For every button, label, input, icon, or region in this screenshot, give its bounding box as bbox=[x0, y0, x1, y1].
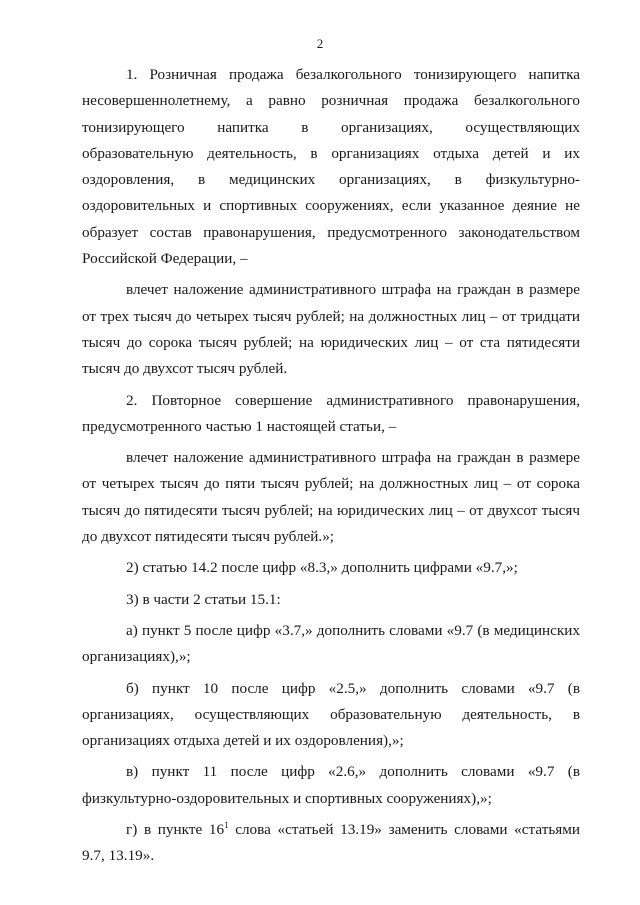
paragraph-subitem-v: в) пункт 11 после цифр «2.6,» дополнить словами «9.7 (в физкультурно-оздоровительных и спортивных сооружениях),»; bbox=[82, 763, 580, 807]
superscript-one: 1 bbox=[224, 820, 229, 831]
document-body bbox=[82, 62, 580, 870]
paragraph-part-2: 2. Повторное совершение административного правонарушения, предусмотренного частью 1 настоящей статьи, – bbox=[82, 391, 580, 435]
page-number: 2 bbox=[316, 36, 324, 51]
paragraph-penalty-1: влечет наложение административного штрафа на граждан в размере от трех тысяч до четырех тысяч рублей; на должностных лиц – от тридцати тысяч до сорока тысяч рублей; на юридических лиц – от ста пятидесяти тысяч до двухсот тысяч рублей. bbox=[82, 281, 580, 378]
paragraph-subitem-b: б) пункт 10 после цифр «2.5,» дополнить словами «9.7 (в организациях, осуществляющих образовательную деятельность, в организациях отдыха детей и их оздоровления),»; bbox=[82, 679, 580, 750]
paragraph-part-1: 1. Розничная продажа безалкогольного тонизирующего напитка несовершеннолетнему, а равно розничная продажа безалкогольного тонизирующего напитка в организациях, осуществляющих образовательную деятельность, в организациях отдыха детей и их оздоровления, в медицинских организациях, в физкультурно-оздоровительных и спортивных сооружениях, если указанное деяние не образует состав правонарушения, предусмотренного законодательством Российской Федерации, – bbox=[82, 66, 580, 268]
paragraph-penalty-2: влечет наложение административного штрафа на граждан в размере от четырех тысяч до пяти тысяч рублей; на должностных лиц – от сорока тысяч до пятидесяти тысяч рублей; на юридических лиц – от двухсот тысяч до двухсот пятидесяти тысяч рублей.»; bbox=[82, 449, 580, 546]
subitem-g-text-end: слова «статьей 13.19» заменить словами «статьями 9.7, 13.19». bbox=[82, 821, 580, 865]
paragraph-item-2: 2) статью 14.2 после цифр «8.3,» дополнить цифрами «9.7,»; bbox=[126, 559, 518, 577]
paragraph-subitem-g bbox=[82, 817, 580, 870]
paragraph-subitem-a: а) пункт 5 после цифр «3.7,» дополнить словами «9.7 (в медицинских организациях),»; bbox=[82, 621, 580, 666]
paragraph-item-3: 3) в части 2 статьи 15.1: bbox=[126, 590, 281, 608]
subitem-g-text-start: г) в пункте 16 bbox=[126, 821, 225, 839]
